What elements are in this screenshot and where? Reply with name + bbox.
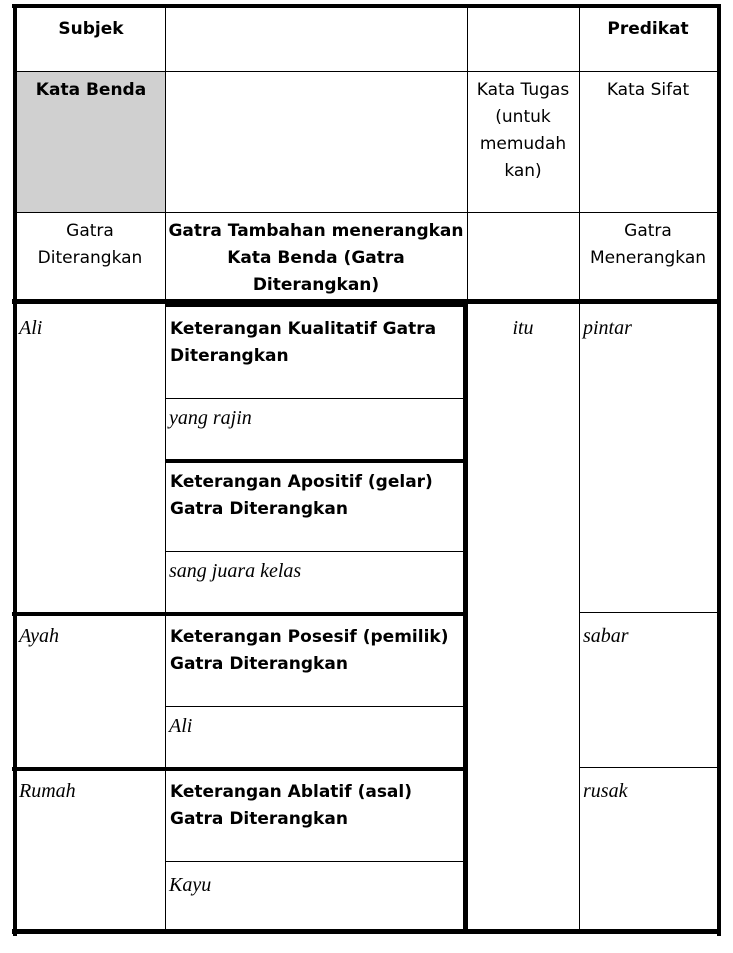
grid-line (17, 71, 717, 72)
kata-benda-label: Kata Benda (35, 80, 147, 100)
gatra-diterangkan-label: Gatra Diterangkan (37, 221, 143, 268)
keterangan-apositif-label: Keterangan Apositif (gelar) Gatra Diterangkan (170, 472, 433, 519)
border-line (13, 4, 17, 936)
gatra-tambahan-label: Gatra Tambahan menerangkan Kata Benda (Gatra Diterangkan) (168, 221, 464, 295)
border-line (12, 767, 468, 771)
subject-ali: Ali (19, 317, 43, 339)
keterangan-posesif-label: Keterangan Posesif (pemilik) Gatra Diterangkan (170, 627, 449, 674)
gatra-menerangkan-label: Gatra Menerangkan (589, 221, 707, 268)
keterangan-posesif-value: Ali (169, 715, 193, 737)
border-line (717, 4, 721, 936)
border-line (12, 4, 721, 8)
grid-line (580, 612, 717, 613)
grid-line (467, 8, 468, 303)
header-predikat: Predikat (607, 19, 689, 39)
kata-tugas-value: itu (512, 317, 534, 339)
grid-line (165, 8, 166, 303)
border-line (166, 304, 468, 307)
border-line (166, 459, 468, 463)
kata-tugas-label: Kata Tugas (untuk memudah kan) (476, 80, 570, 181)
keterangan-ablatif-value: Kayu (169, 874, 212, 896)
grid-line (580, 767, 717, 768)
border-line (463, 304, 468, 934)
border-line (12, 612, 468, 616)
grid-line (166, 398, 464, 399)
header-subjek: Subjek (58, 19, 124, 39)
grid-line (166, 551, 464, 552)
keterangan-kualitatif-value: yang rajin (169, 407, 252, 429)
predicate-sabar: sabar (583, 625, 629, 647)
subject-ayah: Ayah (19, 625, 59, 647)
predicate-rusak: rusak (583, 780, 628, 802)
kata-sifat-label: Kata Sifat (606, 80, 690, 100)
border-line (12, 929, 721, 934)
keterangan-ablatif-label: Keterangan Ablatif (asal) Gatra Diterangkan (170, 782, 413, 829)
predicate-pintar: pintar (583, 317, 632, 339)
grid-line (17, 212, 717, 213)
grid-line (166, 706, 464, 707)
subject-rumah: Rumah (19, 780, 76, 802)
keterangan-apositif-value: sang juara kelas (169, 560, 302, 582)
grid-line (579, 8, 580, 933)
grid-line (166, 861, 464, 862)
keterangan-kualitatif-label: Keterangan Kualitatif Gatra Diterangkan (170, 319, 437, 366)
